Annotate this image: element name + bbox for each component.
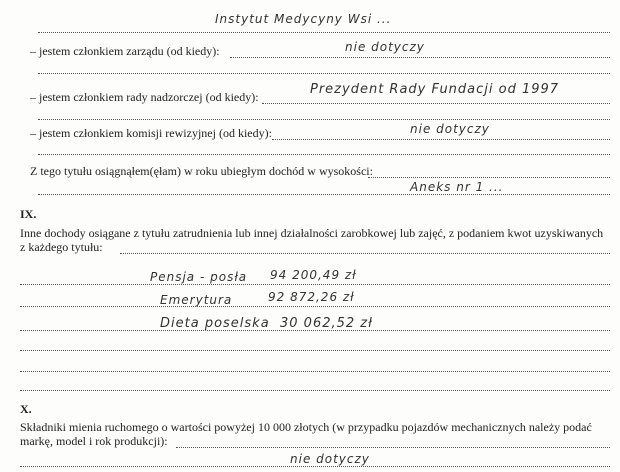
label-zarzad: – jestem członkiem zarządu (od kiedy): [30, 44, 220, 58]
handwritten-komisja: nie dotyczy [410, 122, 490, 136]
dotted-line [272, 139, 610, 140]
handwritten-income-1-amount: 94 200,49 zł [270, 268, 357, 282]
label-dochod: Z tego tytułu osiągnąłem(ęłam) w roku ubiegłym dochód w wysokości: [30, 164, 373, 178]
section-x-text: Składniki mienia ruchomego o wartości powyżej 10 000 złotych (w przypadku pojazdów mechanicznych należy podać [20, 420, 592, 434]
dotted-line [38, 32, 610, 33]
section-x-heading: X. [20, 402, 32, 416]
dotted-line [120, 253, 610, 254]
handwritten-zarzad: nie dotyczy [345, 40, 425, 54]
dotted-line [230, 57, 610, 58]
section-ix-text-cont: z każdego tytułu: [20, 240, 103, 254]
handwritten-mienie: nie dotyczy [290, 452, 370, 466]
section-ix-text: Inne dochody osiągane z tytułu zatrudnienia lub innej działalności zarobkowej lub zajęć, z podaniem kwot uzyskiwanych [20, 226, 604, 240]
handwritten-income-2-title: Emerytura [160, 293, 233, 307]
dotted-line [20, 306, 610, 307]
handwritten-employer: Instytut Medycyny Wsi ... [215, 12, 392, 26]
handwritten-income-3-amount: 30 062,52 zł [280, 316, 373, 331]
dotted-line [20, 390, 610, 391]
section-ix-heading: IX. [20, 207, 37, 221]
dotted-line [20, 350, 610, 351]
dotted-line [38, 119, 610, 120]
handwritten-rada: Prezydent Rady Fundacji od 1997 [310, 82, 560, 97]
dotted-line [38, 194, 610, 195]
handwritten-income-1-title: Pensja - posła [150, 270, 248, 284]
dotted-line [38, 154, 610, 155]
dotted-line [262, 103, 610, 104]
handwritten-income-3-title: Dieta poselska [160, 316, 270, 331]
handwritten-income-2-amount: 92 872,26 zł [268, 290, 355, 304]
dotted-line [20, 284, 610, 285]
dotted-line [368, 177, 610, 178]
dotted-line [176, 447, 610, 448]
dotted-line [20, 466, 610, 467]
dotted-line [38, 73, 610, 74]
dotted-line [20, 330, 610, 331]
section-x-text-cont: markę, model i rok produkcji): [20, 434, 168, 448]
dotted-line [20, 371, 610, 372]
handwritten-dochod: Aneks nr 1 ... [410, 180, 504, 194]
label-rada: – jestem członkiem rady nadzorczej (od kiedy): [30, 90, 259, 104]
label-komisja: – jestem członkiem komisji rewizyjnej (od kiedy): [30, 126, 272, 140]
